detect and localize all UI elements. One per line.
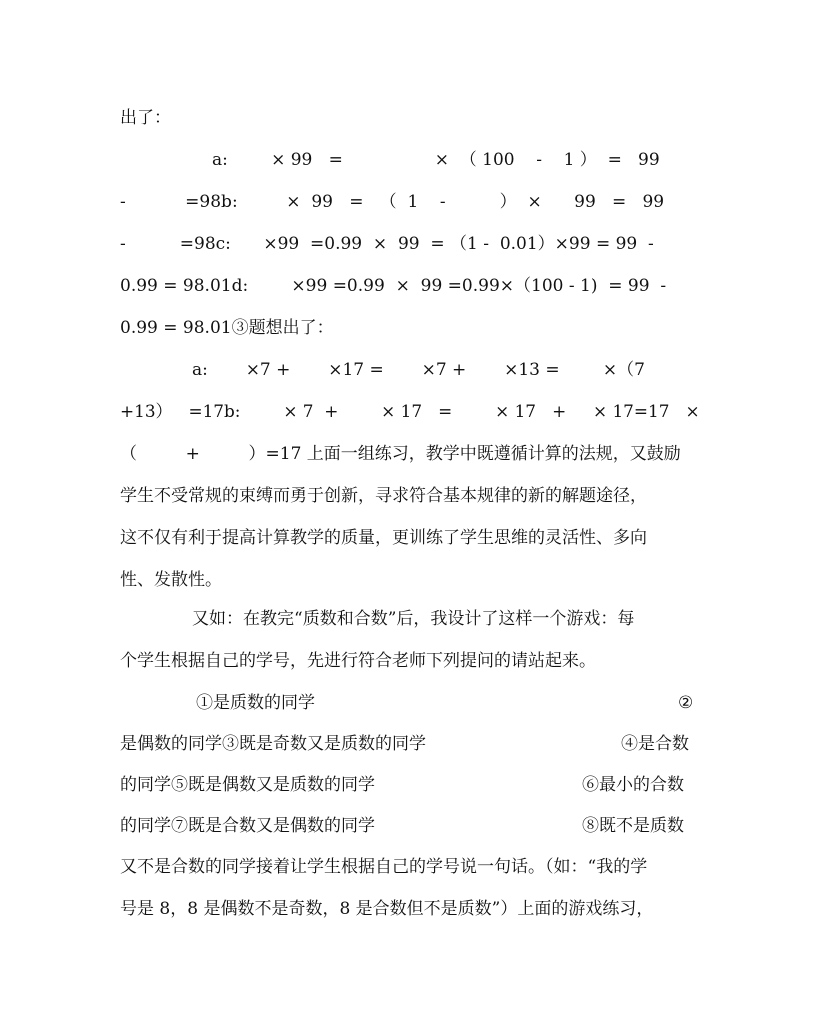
text-line-19 <box>0 852 816 882</box>
line-15-right-text: ② <box>678 693 694 713</box>
line-9-text: （ + ）=17 上面一组练习，教学中既遵循计算的法规，又鼓励 <box>120 444 681 464</box>
line-5-text: 0.99 = 98.01d: ×99 =0.99 × 99 =0.99×（100 - 1) = 99 - <box>120 276 667 296</box>
line-2-text: a: × 99 = × （ 100 - 1 ） = 99 <box>212 150 660 170</box>
text-line-20 <box>0 894 816 924</box>
line-19-text: 又不是合数的同学接着让学生根据自己的学号说一句话。（如：“我的学 <box>120 857 648 877</box>
text-line-18 <box>0 811 816 841</box>
line-18-right-text: ⑧既不是质数 <box>582 816 684 836</box>
text-line-15 <box>0 688 816 718</box>
text-line-12 <box>0 565 816 595</box>
text-line-3 <box>0 187 816 217</box>
line-17-right-text: ⑥最小的合数 <box>582 775 684 795</box>
line-16-text: 是偶数的同学③既是奇数又是质数的同学 <box>120 734 426 754</box>
text-line-5 <box>0 271 816 301</box>
line-13-text: 又如：在教完“质数和合数”后，我设计了这样一个游戏：每 <box>192 609 635 629</box>
line-8-text: +13） =17b: × 7 + × 17 = × 17 + × 17=17 × <box>120 402 700 422</box>
line-17-text: 的同学⑤既是偶数又是质数的同学 <box>120 775 375 795</box>
text-line-17 <box>0 770 816 800</box>
text-line-14 <box>0 646 816 676</box>
text-line-11 <box>0 523 816 553</box>
text-line-4 <box>0 229 816 259</box>
line-7-text: a: ×7 + ×17 = ×7 + ×13 = ×（7 <box>192 360 645 380</box>
line-10-text: 学生不受常规的束缚而勇于创新，寻求符合基本规律的新的解题途径， <box>120 486 647 506</box>
line-18-text: 的同学⑦既是合数又是偶数的同学 <box>120 816 375 836</box>
text-line-6 <box>0 313 816 343</box>
line-11-text: 这不仅有利于提高计算教学的质量，更训练了学生思维的灵活性、多向 <box>120 528 647 548</box>
text-line-16 <box>0 729 816 759</box>
text-line-9 <box>0 439 816 469</box>
line-12-text: 性、发散性。 <box>120 570 222 590</box>
line-6-text: 0.99 = 98.01③题想出了： <box>120 318 334 338</box>
text-line-8 <box>0 397 816 427</box>
line-3-text: - =98b: × 99 = （ 1 - ） × 99 = 99 <box>120 192 665 212</box>
text-line-10 <box>0 481 816 511</box>
text-line-1 <box>0 103 816 133</box>
line-15-text: ①是质数的同学 <box>196 693 315 713</box>
line-4-text: - =98c: ×99 =0.99 × 99 = （1 - 0.01）×99 = 99 - <box>120 234 654 254</box>
line-16-right-text: ④是合数 <box>621 734 689 754</box>
line-20-text: 号是 8，8 是偶数不是奇数，8 是合数但不是质数”）上面的游戏练习， <box>120 899 654 919</box>
line-1-text: 出了： <box>120 108 171 128</box>
text-line-2 <box>0 145 816 175</box>
text-line-7 <box>0 355 816 385</box>
text-line-13 <box>0 604 816 634</box>
line-14-text: 个学生根据自己的学号，先进行符合老师下列提问的请站起来。 <box>120 651 596 671</box>
